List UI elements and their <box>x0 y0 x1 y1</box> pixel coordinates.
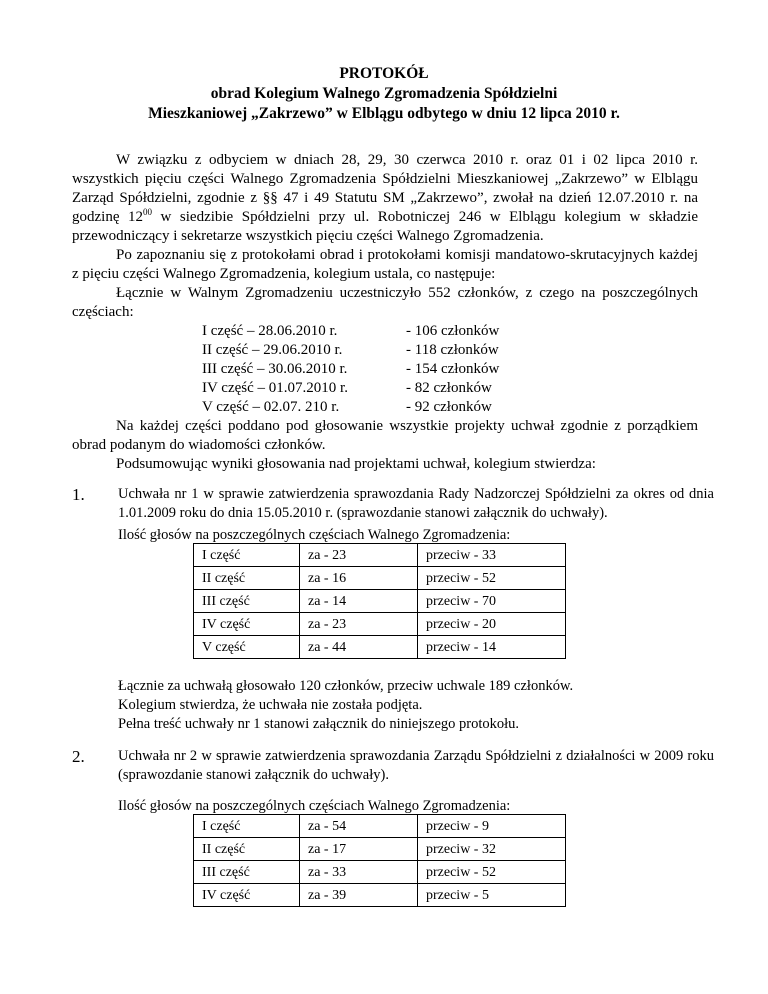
votes-heading: Ilość głosów na poszczególnych częściach Walnego Zgromadzenia: <box>118 798 511 814</box>
table-cell: IV część <box>194 884 300 907</box>
table-row <box>194 567 566 590</box>
part-count: - 82 członków <box>406 380 492 396</box>
document-subtitle-line-2: Mieszkaniowej „Zakrzewo” w Elblągu odbytego w dniu 12 lipca 2010 r. <box>148 105 620 122</box>
table-cell: II część <box>194 567 300 590</box>
document-title: PROTOKÓŁ <box>339 65 429 82</box>
intro-text-after: w siedzibie Spółdzielni przy ul. Robotniczej 246 w Elblągu kolegium w składzie przewodniczący i sekretarze wszystkich pięciu części Walnego Zgromadzenia. <box>72 209 698 244</box>
resolution-summary-outcome: Kolegium stwierdza, że uchwała nie została podjęta. <box>118 697 423 713</box>
summary-intro-paragraph: Podsumowując wyniki głosowania nad projektami uchwał, kolegium stwierdza: <box>116 456 596 472</box>
table-row <box>194 636 566 659</box>
votes-table-1 <box>193 543 566 659</box>
table-cell: przeciw - 70 <box>418 590 566 613</box>
table-cell: przeciw - 14 <box>418 636 566 659</box>
table-row <box>194 590 566 613</box>
table-cell: przeciw - 52 <box>418 861 566 884</box>
resolution-summary-totals: Łącznie za uchwałą głosowało 120 członków, przeciw uchwale 189 członków. <box>118 678 574 694</box>
resolution-1 <box>72 485 714 525</box>
resolution-number: 1. <box>72 485 85 504</box>
table-cell: III część <box>194 590 300 613</box>
table-cell: III część <box>194 861 300 884</box>
table-cell: za - 44 <box>300 636 418 659</box>
table-cell: za - 54 <box>300 815 418 838</box>
resolution-2 <box>72 747 714 787</box>
table-cell: za - 17 <box>300 838 418 861</box>
resolution-summary-attachment: Pełna treść uchwały nr 1 stanowi załącznik do niniejszego protokołu. <box>118 716 520 732</box>
table-row <box>194 884 566 907</box>
table-cell: przeciw - 5 <box>418 884 566 907</box>
table-cell: II część <box>194 838 300 861</box>
part-label: II część – 29.06.2010 r. <box>202 342 343 358</box>
table-cell: za - 23 <box>300 544 418 567</box>
votes-table-2 <box>193 814 566 907</box>
resolution-text: Uchwała nr 2 w sprawie zatwierdzenia sprawozdania Zarządu Spółdzielni z działalności w 2009 roku (sprawozdanie stanowi załącznik do uchwały). <box>118 748 714 783</box>
table-row <box>194 613 566 636</box>
part-label: I część – 28.06.2010 r. <box>202 323 338 339</box>
table-cell: za - 14 <box>300 590 418 613</box>
part-label: III część – 30.06.2010 r. <box>202 361 348 377</box>
resolution-text: Uchwała nr 1 w sprawie zatwierdzenia sprawozdania Rady Nadzorczej Spółdzielni za okres od dnia 1.01.2009 roku do dnia 15.05.2010 r. (sprawozdanie stanowi załącznik do uchwały). <box>118 486 714 521</box>
table-row <box>194 544 566 567</box>
votes-heading: Ilość głosów na poszczególnych częściach Walnego Zgromadzenia: <box>118 527 511 543</box>
part-count: - 118 członków <box>406 342 499 358</box>
table-row <box>194 861 566 884</box>
document-subtitle-line-1: obrad Kolegium Walnego Zgromadzenia Spółdzielni <box>210 85 558 102</box>
part-label: V część – 02.07. 210 r. <box>202 399 340 415</box>
table-cell: za - 16 <box>300 567 418 590</box>
resolution-number: 2. <box>72 747 85 766</box>
table-cell: za - 23 <box>300 613 418 636</box>
table-cell: przeciw - 9 <box>418 815 566 838</box>
intro-time-superscript: 00 <box>143 207 153 217</box>
table-cell: za - 33 <box>300 861 418 884</box>
table-cell: V część <box>194 636 300 659</box>
table-cell: za - 39 <box>300 884 418 907</box>
table-cell: przeciw - 20 <box>418 613 566 636</box>
part-count: - 92 członków <box>406 399 492 415</box>
table-cell: przeciw - 32 <box>418 838 566 861</box>
table-row <box>194 815 566 838</box>
table-cell: IV część <box>194 613 300 636</box>
voting-paragraph: Na każdej części poddano pod głosowanie wszystkie projekty uchwał zgodnie z porządkiem obrad podanym do wiadomości członków. <box>72 418 698 453</box>
part-count: - 154 członków <box>406 361 500 377</box>
table-cell: przeciw - 52 <box>418 567 566 590</box>
part-label: IV część – 01.07.2010 r. <box>202 380 348 396</box>
review-paragraph: Po zapoznaniu się z protokołami obrad i protokołami komisji mandatowo-skrutacyjnych każdej z pięciu części Walnego Zgromadzenia, kolegium ustala, co następuje: <box>72 247 698 282</box>
table-cell: przeciw - 33 <box>418 544 566 567</box>
table-cell: I część <box>194 815 300 838</box>
table-cell: I część <box>194 544 300 567</box>
attendance-paragraph: Łącznie w Walnym Zgromadzeniu uczestniczyło 552 członków, z czego na poszczególnych częściach: <box>72 285 698 320</box>
part-count: - 106 członków <box>406 323 500 339</box>
table-row <box>194 838 566 861</box>
intro-paragraph <box>72 151 698 246</box>
intro-text-before: W związku z odbyciem w dniach 28, 29, 30 czerwca 2010 r. oraz 01 i 02 lipca 2010 r. wszystkich pięciu części Walnego Zgromadzenia Spółdzielni Mieszkaniowej „Zakrzewo” w Elblągu Zarząd Spółdzielni, zgodnie z §§ 47 i 49 Statutu SM „Zakrzewo”, zwołał na dzień 12.07.2010 r. na godzinę 12 <box>72 152 698 225</box>
